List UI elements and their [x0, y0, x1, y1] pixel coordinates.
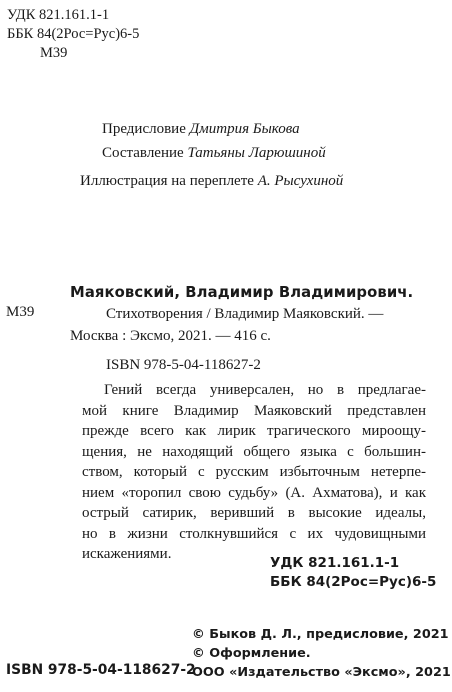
annotation-line: но в жизни столкнувшийся с их чудовищными — [82, 525, 426, 542]
bbk-code-bottom: ББК 84(2Рос=Рус)6-5 — [270, 574, 437, 590]
illustrator-name: А. Рысухиной — [257, 173, 344, 189]
compiler-name: Татьяны Ларюшиной — [187, 145, 326, 161]
annotation-line: нием «торопил свою судьбу» (А. Ахматова), и как — [82, 484, 426, 501]
bbk-code: ББК 84(2Рос=Рус)6-5 — [7, 26, 140, 42]
annotation-line: щения, не находящий общего языка с большин- — [82, 443, 426, 460]
udk-code-bottom: УДК 821.161.1-1 — [270, 555, 400, 571]
copyright-foreword: © Быков Д. Л., предисловие, 2021 — [192, 627, 449, 642]
annotation-text — [82, 380, 426, 565]
foreword-author: Дмитрия Быкова — [189, 121, 300, 137]
isbn-bottom: ISBN 978-5-04-118627-2 — [6, 662, 196, 678]
foreword-label: Предисловие — [102, 121, 190, 137]
entry-isbn: ISBN 978-5-04-118627-2 — [106, 357, 261, 373]
compiler-credit — [70, 142, 343, 166]
annotation-line: Гений всегда универсален, но в предлагае- — [104, 382, 426, 398]
copyright-publisher: ООО «Издательство «Эксмо», 2021 — [192, 665, 451, 680]
illustration-credit — [70, 170, 343, 194]
entry-heading: Маяковский, Владимир Владимирович. — [70, 284, 414, 301]
foreword-credit — [70, 118, 343, 142]
annotation-line: искажениями. — [82, 546, 172, 562]
annotation-line: прежде всего как лирик трагического мироощу- — [82, 423, 426, 439]
entry-title-line: Стихотворения / Владимир Маяковский. — — [106, 306, 384, 322]
entry-publication-line: Москва : Эксмо, 2021. — 416 с. — [70, 328, 271, 344]
top-classification-block — [7, 6, 139, 63]
entry-author-mark: М39 — [6, 304, 35, 320]
udk-code: УДК 821.161.1-1 — [7, 7, 110, 23]
compiler-label: Составление — [102, 145, 188, 161]
annotation-line: мой книге Владимир Маяковский представлен — [82, 402, 426, 419]
author-mark: М39 — [40, 45, 68, 61]
bibliographic-entry — [70, 303, 384, 347]
illustration-label: Иллюстрация на переплете — [80, 173, 258, 189]
bottom-classification-block — [270, 554, 436, 592]
copyright-block — [192, 625, 451, 682]
credits-block — [70, 118, 343, 194]
copyright-design: © Оформление. — [192, 646, 311, 661]
annotation-line: ством, который с русским избыточным нетерпе- — [82, 464, 426, 480]
annotation-line: острый сатирик, веривший в высокие идеалы, — [82, 505, 426, 521]
